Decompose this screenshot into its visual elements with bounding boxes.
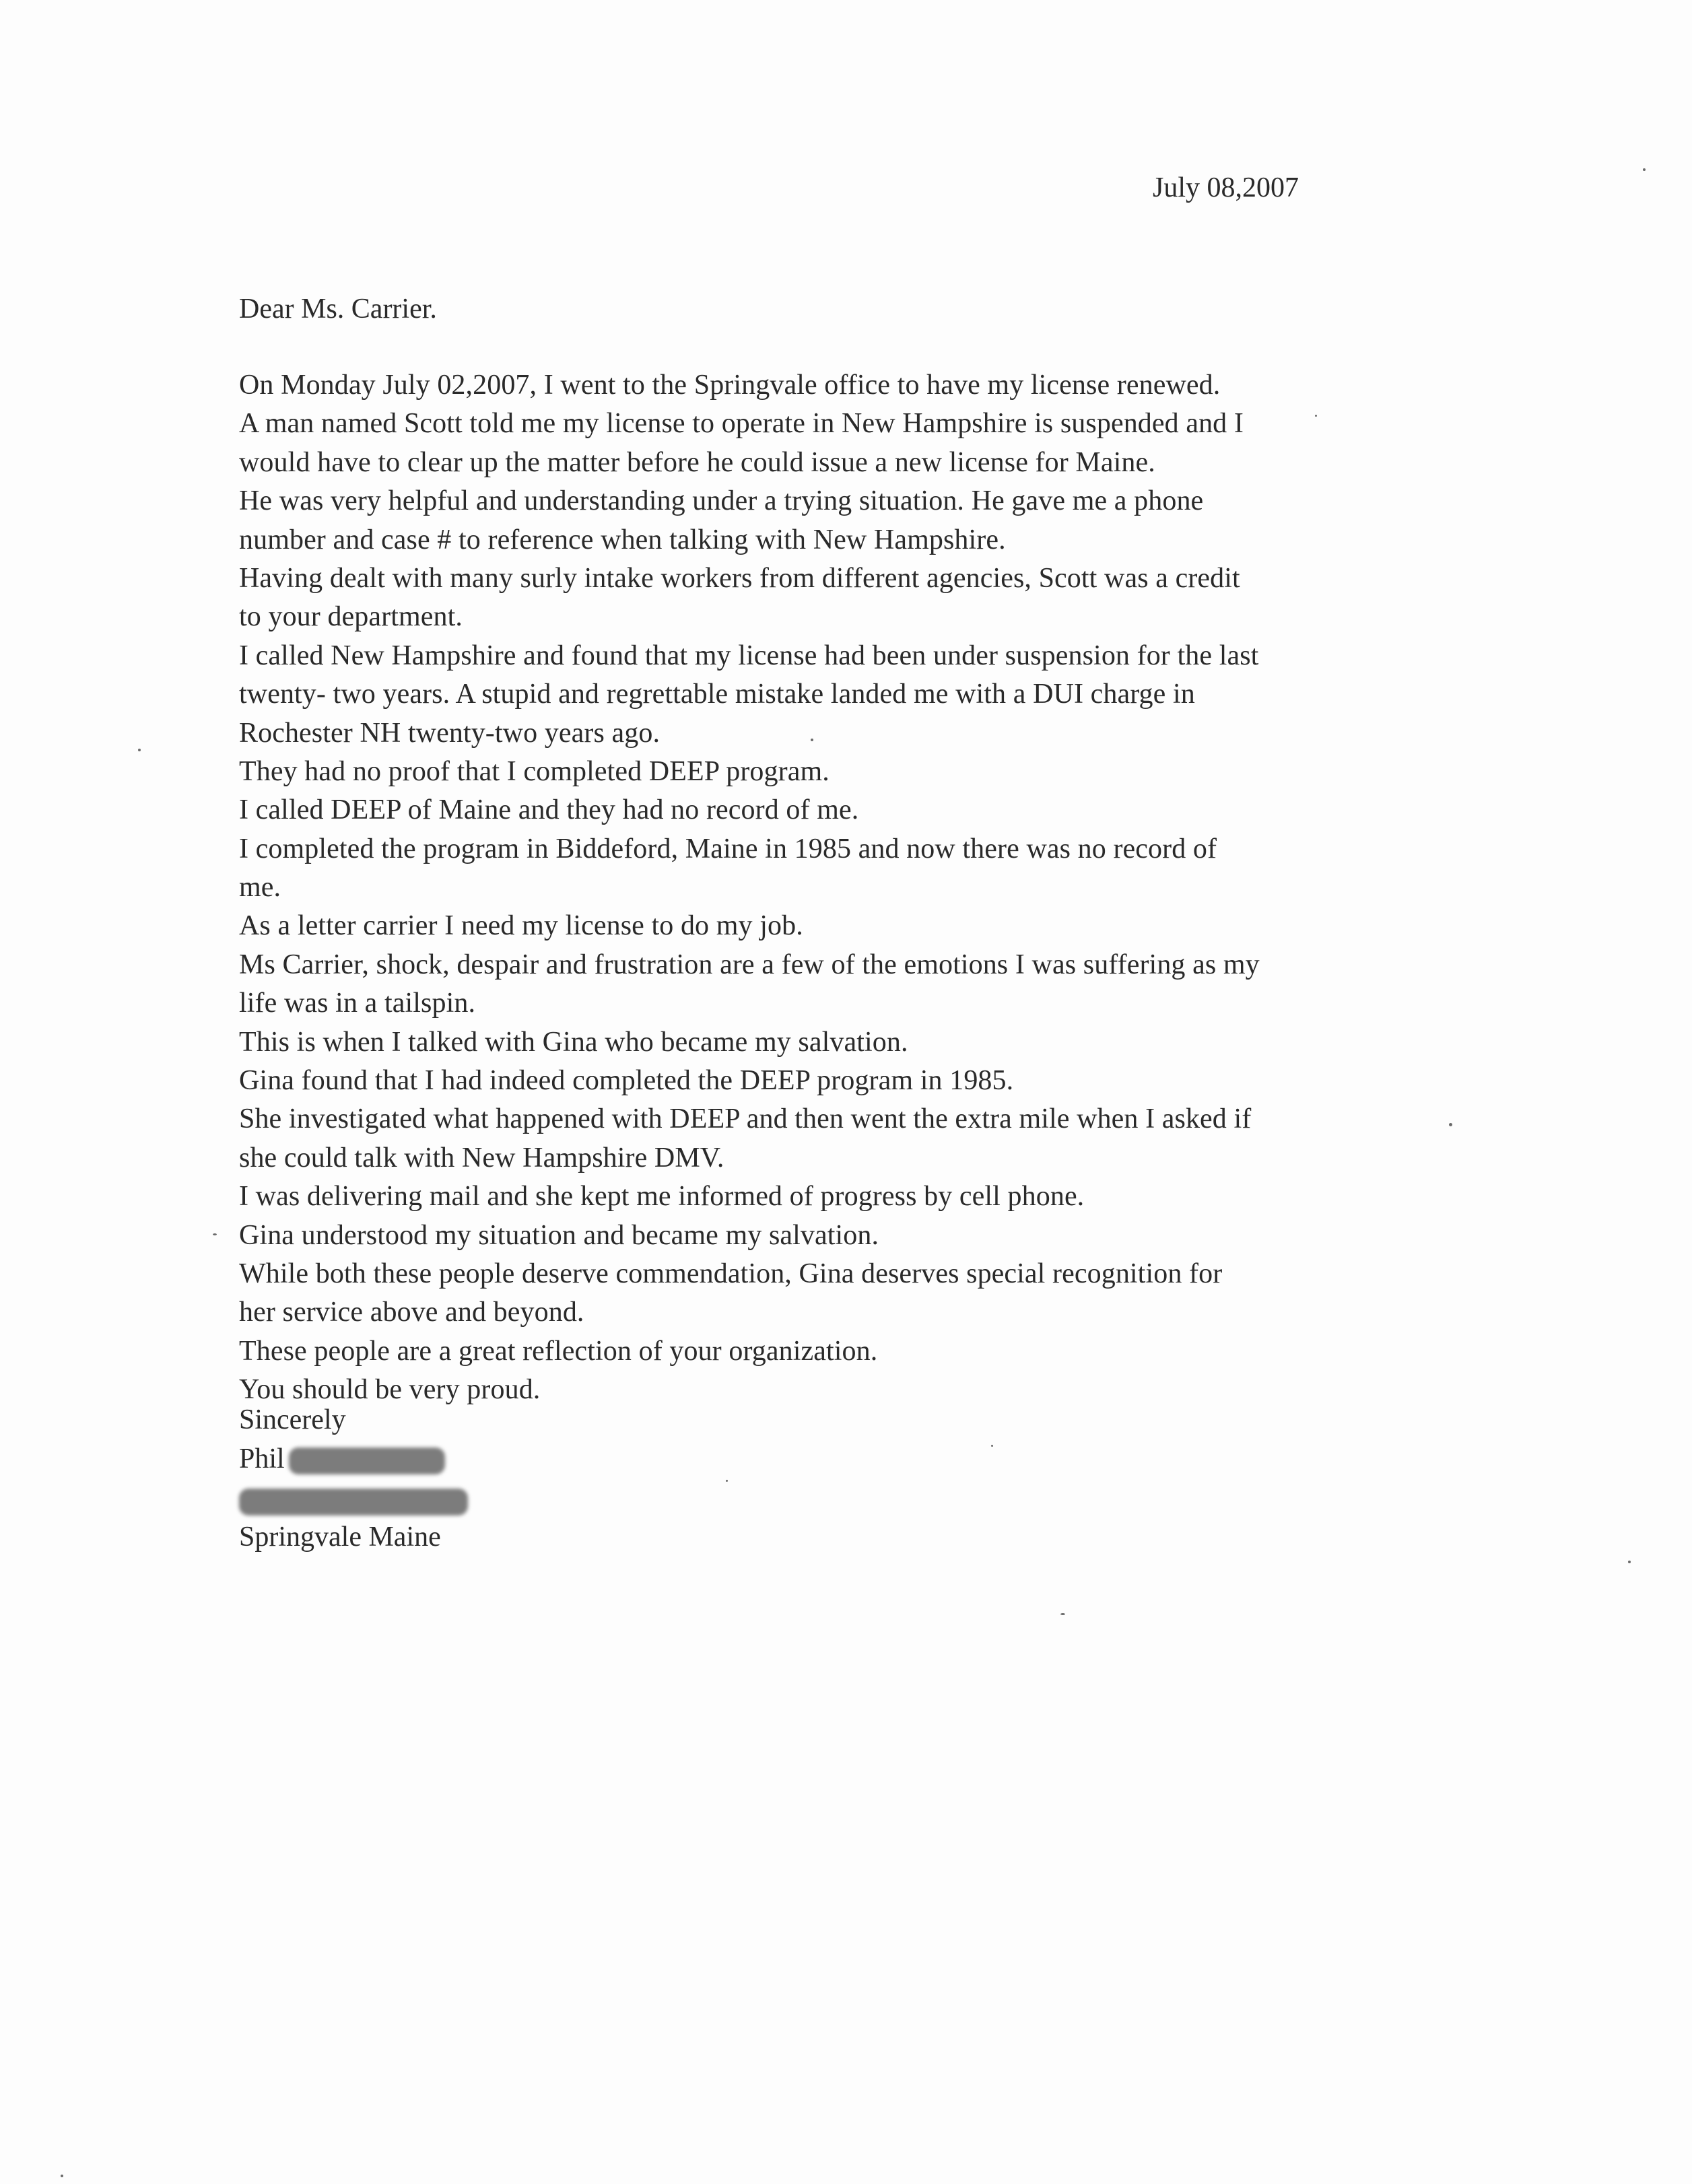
body-line: On Monday July 02,2007, I went to the Springvale office to have my license renewed.: [239, 370, 1221, 401]
body-line: He was very helpful and understanding under a trying situation. He gave me a phone: [239, 485, 1204, 517]
scan-speck: [1628, 1561, 1631, 1563]
body-line: This is when I talked with Gina who became my salvation.: [239, 1026, 908, 1058]
body-line: to your department.: [239, 601, 463, 633]
closing-sincerely: Sincerely: [239, 1404, 346, 1435]
body-line: she could talk with New Hampshire DMV.: [239, 1142, 724, 1173]
body-line: A man named Scott told me my license to operate in New Hampshire is suspended and I: [239, 408, 1244, 440]
body-line: I called New Hampshire and found that my license had been under suspension for the last: [239, 640, 1259, 671]
scan-speck: [1060, 1613, 1065, 1615]
scan-speck: [61, 2175, 63, 2177]
body-line: Ms Carrier, shock, despair and frustration are a few of the emotions I was suffering as my: [239, 949, 1260, 980]
body-line: While both these people deserve commendation, Gina deserves special recognition for: [239, 1258, 1223, 1289]
letter-date: July 08,2007: [1153, 172, 1299, 203]
body-line: me.: [239, 872, 281, 903]
body-line: would have to clear up the matter before he could issue a new license for Maine.: [239, 446, 1155, 478]
signature-location: Springvale Maine: [239, 1522, 441, 1552]
body-line: Gina understood my situation and became my salvation.: [239, 1219, 879, 1251]
body-line: Having dealt with many surly intake workers from different agencies, Scott was a credit: [239, 562, 1240, 594]
body-line: I completed the program in Biddeford, Maine in 1985 and now there was no record of: [239, 833, 1217, 864]
body-line: They had no proof that I completed DEEP program.: [239, 755, 830, 787]
redacted-address-row: [239, 1478, 468, 1517]
signature-name-row: [239, 1439, 468, 1478]
scan-speck: [811, 739, 813, 741]
scan-speck: [991, 1445, 993, 1447]
redacted-address: [239, 1489, 468, 1515]
scan-speck: [726, 1480, 728, 1482]
body-line: She investigated what happened with DEEP and then went the extra mile when I asked if: [239, 1103, 1252, 1135]
body-line: Rochester NH twenty-two years ago.: [239, 717, 661, 749]
letter-closing: [239, 1400, 468, 1557]
salutation: Dear Ms. Carrier.: [239, 294, 437, 325]
body-line: number and case # to reference when talking with New Hampshire.: [239, 524, 1006, 555]
body-line: I called DEEP of Maine and they had no record of me.: [239, 794, 859, 826]
scan-speck: [213, 1233, 217, 1235]
scan-speck: [1643, 168, 1646, 171]
body-line: life was in a tailspin.: [239, 988, 476, 1019]
body-line: As a letter carrier I need my license to do my job.: [239, 910, 803, 942]
redacted-surname: [289, 1447, 445, 1474]
letter-body: [239, 366, 1518, 1410]
scan-speck: [1449, 1123, 1452, 1126]
body-line: You should be very proud.: [239, 1374, 541, 1406]
signature-first-name: Phil: [239, 1443, 285, 1474]
body-line: I was delivering mail and she kept me informed of progress by cell phone.: [239, 1181, 1085, 1213]
body-line: twenty- two years. A stupid and regrettable mistake landed me with a DUI charge in: [239, 679, 1195, 710]
scan-speck: [1315, 415, 1317, 417]
scan-speck: [138, 749, 141, 751]
body-line: These people are a great reflection of your organization.: [239, 1335, 878, 1367]
body-line: her service above and beyond.: [239, 1297, 584, 1328]
body-line: Gina found that I had indeed completed the DEEP program in 1985.: [239, 1065, 1014, 1097]
